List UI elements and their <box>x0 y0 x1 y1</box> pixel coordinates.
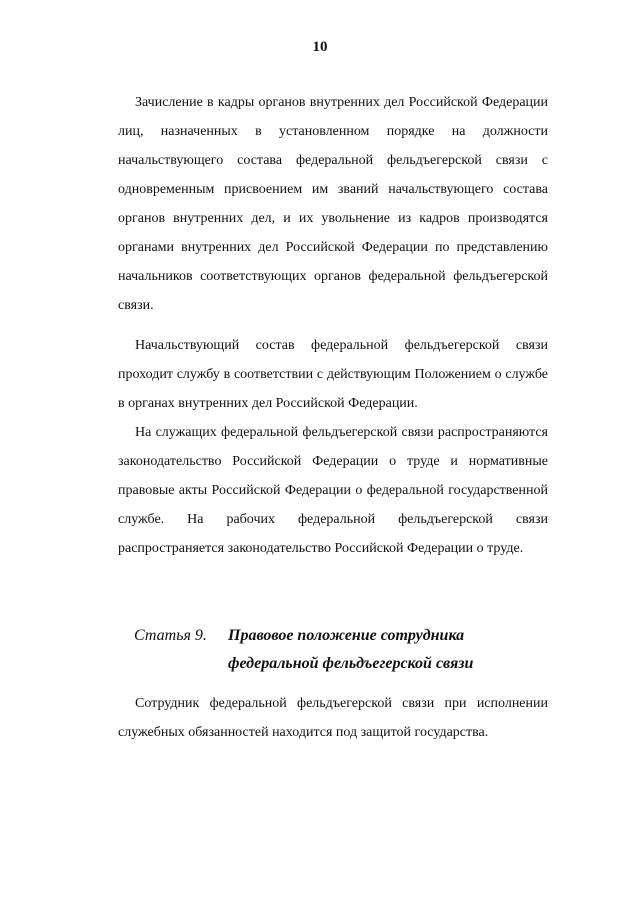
line: труде. <box>487 541 524 556</box>
article-heading <box>134 622 554 678</box>
line: Зачисление в кадры органов внутренних дел Российской <box>135 95 478 110</box>
line: распространяются законодательство Российской Федерации о труде и <box>118 425 548 469</box>
page-number: 10 <box>312 39 328 55</box>
paragraph-enrollment <box>118 88 548 320</box>
line: Сотрудник федеральной фельдъегерской связи при исполнении <box>135 696 548 711</box>
line: Федерации лиц, назначенных в установленном порядке на должности <box>118 95 549 139</box>
line: служебных обязанностей находится под защитой государства. <box>118 725 489 740</box>
line: службе в органах внутренних дел Российской Федерации. <box>118 367 549 411</box>
article-title-line2: федеральной фельдъегерской связи <box>228 655 474 672</box>
line: проходит службу в соответствии с действующим Положением о <box>118 367 502 382</box>
line: Начальствующий состав федеральной фельдъегерской связи <box>135 338 548 353</box>
line: начальствующего состава федеральной фельдъегерской связи с <box>118 153 548 168</box>
line: На служащих федеральной фельдъегерской связи <box>135 425 434 440</box>
paragraph-labor-law <box>118 418 548 563</box>
article-label: Статья 9. <box>134 627 207 644</box>
line: органами внутренних дел Российской Федерации по представлению <box>118 240 548 255</box>
article-title-line1: Правовое положение сотрудника <box>228 627 465 644</box>
paragraph-service <box>118 331 548 418</box>
paragraph-protection <box>118 689 548 747</box>
line: государственной службе. На рабочих федеральной фельдъегерской <box>118 483 548 527</box>
line: начальников соответствующих органов федеральной фельдъегерской <box>118 269 548 284</box>
line: органов внутренних дел, и их увольнение из кадров производятся <box>118 211 548 226</box>
line: связи распространяется законодательство Российской Федерации о <box>118 512 549 556</box>
line: одновременным присвоением им званий начальствующего состава <box>118 182 548 197</box>
line: нормативные правовые акты Российской Федерации о федеральной <box>118 454 548 498</box>
line: связи. <box>118 298 154 313</box>
